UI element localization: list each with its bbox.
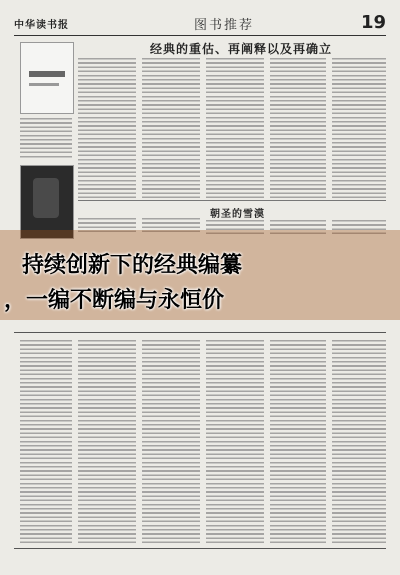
article-column	[78, 58, 136, 198]
article-column	[332, 58, 386, 198]
article-column	[20, 340, 72, 545]
paper-name: 中华读书报	[14, 20, 69, 31]
article-column	[332, 340, 386, 545]
article-column	[78, 340, 136, 545]
banner-title-line-2: ，一编不断编与永恒价	[4, 288, 225, 313]
article-divider	[78, 200, 386, 201]
cover1-text	[20, 118, 72, 158]
article-column	[206, 340, 264, 545]
section-rule	[14, 332, 386, 333]
page-number: 19	[360, 12, 386, 33]
masthead	[14, 14, 386, 36]
article-headline-secondary: 朝圣的雪漠	[210, 209, 265, 220]
banner-title-line-1: 持续创新下的经典编纂	[22, 253, 243, 278]
book-cover-image	[20, 42, 74, 114]
article-column	[142, 340, 200, 545]
section-title: 图书推荐	[194, 18, 255, 33]
article-column	[270, 58, 326, 198]
footer-rule	[14, 548, 386, 549]
article-column	[270, 340, 326, 545]
article-column	[206, 58, 264, 198]
masthead-rule	[14, 35, 386, 36]
article-headline: 经典的重估、再阐释以及再确立	[150, 42, 333, 56]
book-cover-image	[20, 165, 74, 239]
article-column	[142, 58, 200, 198]
